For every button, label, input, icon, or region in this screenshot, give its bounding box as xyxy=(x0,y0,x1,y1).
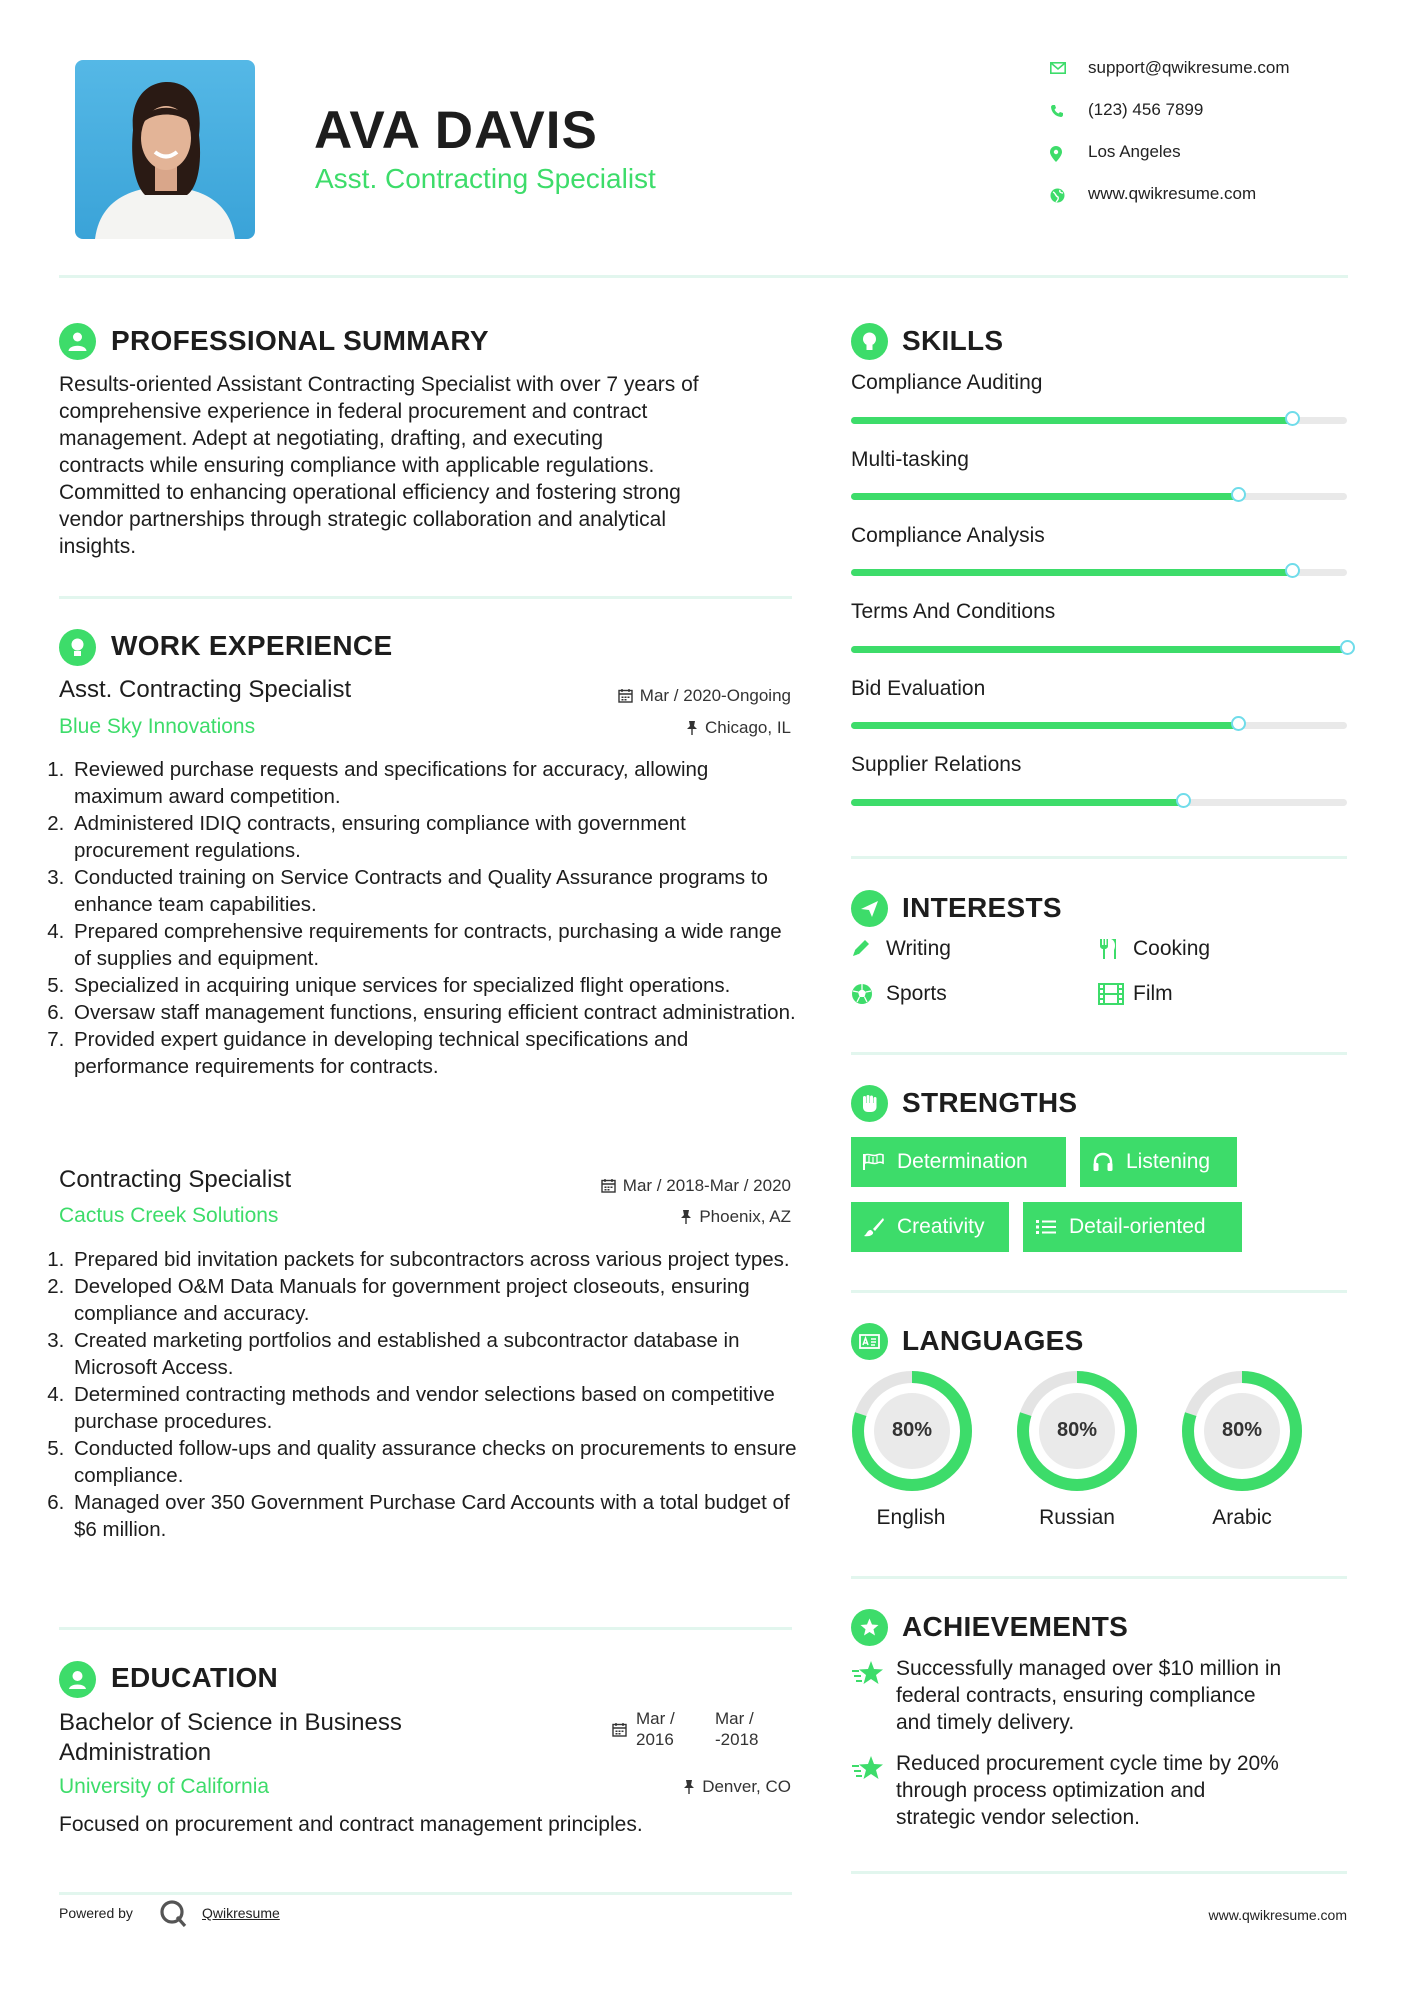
job-dates-text: Mar / 2020-Ongoing xyxy=(639,686,791,705)
languages-heading: LANGUAGES xyxy=(902,1325,1084,1356)
language-percent: 80% xyxy=(1221,1419,1263,1441)
achievement-line: and timely delivery. xyxy=(896,1711,1075,1734)
interest-item xyxy=(1098,982,1298,1012)
qwikresume-logo-icon xyxy=(159,1899,187,1932)
skill-bar-fill xyxy=(851,569,1292,576)
interest-label: Writing xyxy=(886,937,951,960)
degree-title xyxy=(59,1708,479,1768)
summary-line: comprehensive experience in federal procurement and contract xyxy=(59,400,648,423)
flag-icon xyxy=(863,1153,885,1171)
contact-location xyxy=(1050,140,1350,170)
achievement-line: through process optimization and xyxy=(896,1779,1206,1802)
skill-label: Multi-tasking xyxy=(851,448,969,471)
summary-line: contracts while ensuring compliance with applicable regulations. xyxy=(59,454,655,477)
experience-heading: WORK EXPERIENCE xyxy=(111,630,393,661)
headphones-icon xyxy=(1092,1152,1114,1172)
interest-label: Film xyxy=(1133,982,1173,1005)
interests-divider xyxy=(851,1052,1347,1055)
envelope-icon xyxy=(1050,62,1066,74)
interest-label: Cooking xyxy=(1133,937,1211,960)
job-company: Cactus Creek Solutions xyxy=(59,1204,279,1227)
skill-bar-knob xyxy=(1176,793,1191,808)
footer-url[interactable]: www.qwikresume.com xyxy=(1208,1907,1347,1923)
list-item: 1. Prepared bid invitation packets for subcontractors across various project types. xyxy=(70,1246,802,1273)
interest-item xyxy=(851,982,1051,1012)
language-name: English xyxy=(876,1506,946,1529)
edu-end xyxy=(715,1708,759,1750)
job-company: Blue Sky Innovations xyxy=(59,715,256,738)
edu-location-text: Denver, CO xyxy=(702,1777,791,1796)
summary-line: management. Adept at negotiating, drafting, and executing xyxy=(59,427,604,450)
globe-icon xyxy=(1050,188,1065,203)
skill-bar-fill xyxy=(851,493,1238,500)
achievement-line: strategic vendor selection. xyxy=(896,1806,1140,1829)
language-name: Russian xyxy=(1039,1506,1115,1529)
candidate-name: AVA DAVIS xyxy=(314,101,598,160)
education-note: Focused on procurement and contract management principles. xyxy=(59,1813,643,1836)
skill-bar-fill xyxy=(851,646,1347,653)
summary-divider xyxy=(59,596,792,599)
skill-bar xyxy=(851,493,1347,500)
interests-heading: INTERESTS xyxy=(902,892,1062,923)
profile-photo xyxy=(75,60,255,239)
email-text: support@qwikresume.com xyxy=(1088,58,1290,77)
languages-divider xyxy=(851,1576,1347,1579)
edu-end-year: -2018 xyxy=(715,1730,759,1749)
strength-label: Determination xyxy=(897,1150,1028,1173)
skill-bar-knob xyxy=(1231,487,1246,502)
job-location-text: Chicago, IL xyxy=(705,718,791,737)
skill-bar xyxy=(851,417,1347,424)
edu-location xyxy=(560,1777,791,1797)
powered-by-label: Powered by xyxy=(59,1905,133,1921)
skill-bar-fill xyxy=(851,417,1292,424)
skill-label: Terms And Conditions xyxy=(851,600,1056,623)
skill-bar-knob xyxy=(1285,563,1300,578)
summary-line: Committed to enhancing operational efficiency and fostering strong xyxy=(59,481,681,504)
phone-text: (123) 456 7899 xyxy=(1088,100,1204,119)
calendar-icon xyxy=(601,1178,616,1193)
job-dates-text: Mar / 2018-Mar / 2020 xyxy=(622,1176,791,1195)
strength-label: Detail-oriented xyxy=(1069,1215,1206,1238)
paper-plane-icon xyxy=(851,890,888,927)
soccer-ball-icon xyxy=(851,983,873,1005)
interest-item xyxy=(851,937,1051,967)
website-text: www.qwikresume.com xyxy=(1088,184,1257,203)
summary-line: Results-oriented Assistant Contracting Specialist with over 7 years of xyxy=(59,373,699,396)
skill-bar-knob xyxy=(1285,411,1300,426)
edu-start xyxy=(636,1708,675,1750)
strength-chip xyxy=(1023,1202,1242,1252)
duty-list xyxy=(52,756,802,1080)
list-icon xyxy=(1035,1218,1057,1236)
skill-label: Supplier Relations xyxy=(851,753,1022,776)
calendar-icon xyxy=(618,688,633,703)
skill-bar-knob xyxy=(1340,640,1355,655)
skills-divider xyxy=(851,856,1347,859)
candidate-title: Asst. Contracting Specialist xyxy=(315,163,656,194)
achievements-heading: ACHIEVEMENTS xyxy=(902,1611,1129,1642)
star-icon xyxy=(851,1660,885,1691)
skill-label: Bid Evaluation xyxy=(851,677,986,700)
achievement-item xyxy=(896,1655,1336,1736)
brand-link[interactable]: Qwikresume xyxy=(202,1905,280,1921)
skill-label: Compliance Auditing xyxy=(851,371,1043,394)
duty-list xyxy=(52,1246,802,1543)
skill-bar xyxy=(851,799,1347,806)
graduation-icon xyxy=(59,1661,96,1698)
strengths-heading: STRENGTHS xyxy=(902,1087,1078,1118)
lightbulb-icon xyxy=(851,323,888,360)
user-icon xyxy=(59,323,96,360)
strength-chip xyxy=(1080,1137,1237,1187)
education-heading: EDUCATION xyxy=(111,1662,279,1693)
contact-email[interactable] xyxy=(1050,56,1350,86)
edu-end-year-text: 2018 xyxy=(720,1730,759,1749)
pushpin-icon xyxy=(680,1209,692,1224)
pushpin-icon xyxy=(686,720,698,735)
cutlery-icon xyxy=(1098,938,1118,960)
list-item: 7. Provided expert guidance in developing technical specifications and performance requirements for contracts. xyxy=(70,1026,802,1080)
summary-heading: PROFESSIONAL SUMMARY xyxy=(111,325,489,356)
interest-label: Sports xyxy=(886,982,947,1005)
job-location xyxy=(540,1207,791,1227)
fist-icon xyxy=(851,1085,888,1122)
contact-phone[interactable] xyxy=(1050,98,1350,128)
star-badge-icon xyxy=(851,1609,888,1646)
list-item: 5. Specialized in acquiring unique services for specialized flight operations. xyxy=(70,972,802,999)
list-item: 5. Conducted follow-ups and quality assurance checks on procurements to ensure compliance. xyxy=(70,1435,802,1489)
job-location xyxy=(550,718,791,738)
job-location-text: Phoenix, AZ xyxy=(699,1207,791,1226)
brush-icon xyxy=(863,1217,885,1237)
skill-bar-fill xyxy=(851,799,1183,806)
list-item: 2. Developed O&M Data Manuals for government project closeouts, ensuring compliance and accuracy. xyxy=(70,1273,802,1327)
language-name: Arabic xyxy=(1212,1506,1272,1529)
degree-line: Bachelor of Science in Business xyxy=(59,1709,402,1736)
summary-line: vendor partnerships through strategic collaboration and analytical xyxy=(59,508,667,531)
achievement-line: Reduced procurement cycle time by 20% xyxy=(896,1752,1279,1775)
briefcase-icon xyxy=(59,629,96,666)
strength-label: Creativity xyxy=(897,1215,985,1238)
job-dates xyxy=(540,1176,791,1196)
edu-end-month: Mar / xyxy=(715,1709,754,1728)
pushpin-icon xyxy=(683,1779,695,1794)
strength-label: Listening xyxy=(1126,1150,1211,1173)
interest-item xyxy=(1098,937,1298,967)
strength-chip xyxy=(851,1202,1009,1252)
education-divider xyxy=(59,1892,792,1895)
pencil-icon xyxy=(851,938,871,958)
star-icon xyxy=(851,1755,885,1786)
language-percent: 80% xyxy=(1056,1419,1098,1441)
list-item: 3. Conducted training on Service Contracts and Quality Assurance programs to enhance team capabilities. xyxy=(70,864,802,918)
skill-label: Compliance Analysis xyxy=(851,524,1045,547)
edu-start-month: Mar / xyxy=(636,1709,675,1728)
language-icon xyxy=(851,1323,888,1360)
header-divider xyxy=(59,275,1348,278)
list-item: 3. Created marketing portfolios and established a subcontractor database in Microsoft Access. xyxy=(70,1327,802,1381)
skill-bar xyxy=(851,646,1347,653)
contact-website[interactable] xyxy=(1050,182,1350,212)
achievement-line: Successfully managed over $10 million in xyxy=(896,1657,1282,1680)
location-text: Los Angeles xyxy=(1088,142,1181,161)
skill-bar-knob xyxy=(1231,716,1246,731)
film-icon xyxy=(1098,983,1124,1005)
list-item: 4. Determined contracting methods and vendor selections based on competitive purchase procedures. xyxy=(70,1381,802,1435)
skill-bar xyxy=(851,722,1347,729)
experience-divider xyxy=(59,1627,792,1630)
achievement-item xyxy=(896,1750,1336,1831)
achievements-divider xyxy=(851,1871,1347,1874)
list-item: 6. Oversaw staff management functions, ensuring efficient contract administration. xyxy=(70,999,802,1026)
list-item: 6. Managed over 350 Government Purchase Card Accounts with a total budget of $6 million. xyxy=(70,1489,802,1543)
language-percent: 80% xyxy=(891,1419,933,1441)
skill-bar-fill xyxy=(851,722,1238,729)
skill-bar xyxy=(851,569,1347,576)
achievement-line: federal contracts, ensuring compliance xyxy=(896,1684,1256,1707)
calendar-icon xyxy=(612,1722,627,1742)
job-title: Contracting Specialist xyxy=(59,1166,292,1193)
school-name: University of California xyxy=(59,1775,270,1798)
map-pin-icon xyxy=(1050,146,1062,162)
summary-text xyxy=(59,371,799,560)
list-item: 1. Reviewed purchase requests and specifications for accuracy, allowing maximum award competition. xyxy=(70,756,802,810)
strength-chip xyxy=(851,1137,1066,1187)
degree-line: Administration xyxy=(59,1739,212,1766)
job-dates xyxy=(550,686,791,706)
edu-start-year: 2016 xyxy=(636,1730,674,1749)
skills-heading: SKILLS xyxy=(902,325,1004,356)
list-item: 4. Prepared comprehensive requirements for contracts, purchasing a wide range of supplies and equipment. xyxy=(70,918,802,972)
phone-icon xyxy=(1050,104,1064,118)
summary-line: insights. xyxy=(59,535,137,558)
job-title: Asst. Contracting Specialist xyxy=(59,676,352,703)
list-item: 2. Administered IDIQ contracts, ensuring compliance with government procurement regulations. xyxy=(70,810,802,864)
strengths-divider xyxy=(851,1290,1347,1293)
